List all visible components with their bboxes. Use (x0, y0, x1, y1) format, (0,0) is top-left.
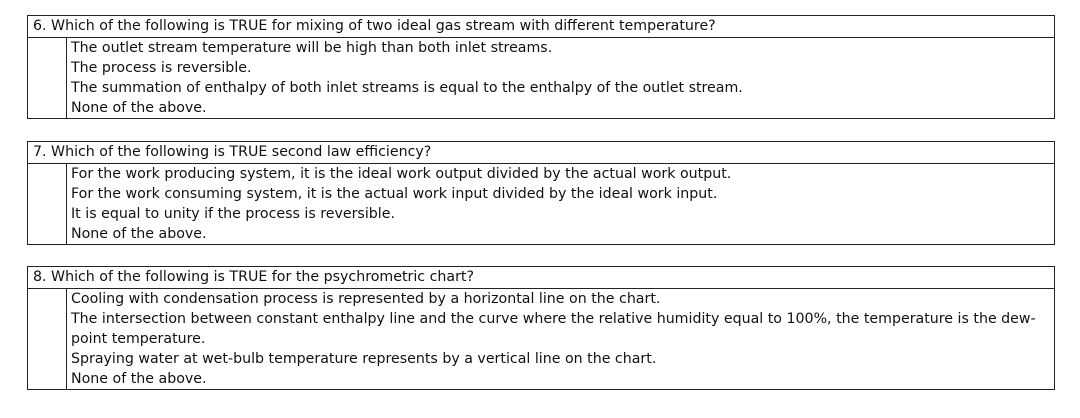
question-text: 7. Which of the following is TRUE second law efficiency? (28, 142, 1054, 164)
options-list (67, 289, 1054, 389)
answer-gutter (28, 289, 67, 389)
option-c[interactable]: The summation of enthalpy of both inlet streams is equal to the enthalpy of the outlet stream. (71, 80, 743, 96)
options-list (67, 38, 1054, 118)
option-b[interactable]: The intersection between constant enthalpy line and the curve where the relative humidity equal to 100%, the temperature is the dew-point temperature. (71, 311, 1036, 347)
question-text: 8. Which of the following is TRUE for the psychrometric chart? (28, 267, 1054, 289)
option-b[interactable]: The process is reversible. (71, 60, 252, 76)
options-row (28, 38, 1054, 118)
question-6 (27, 15, 1055, 119)
question-7 (27, 141, 1055, 245)
option-b[interactable]: For the work consuming system, it is the actual work input divided by the ideal work input. (71, 186, 718, 202)
option-c[interactable]: Spraying water at wet-bulb temperature represents by a vertical line on the chart. (71, 351, 657, 367)
option-d[interactable]: None of the above. (71, 100, 207, 116)
option-c[interactable]: It is equal to unity if the process is reversible. (71, 206, 395, 222)
question-text: 6. Which of the following is TRUE for mixing of two ideal gas stream with different temperature? (28, 16, 1054, 38)
option-a[interactable]: For the work producing system, it is the ideal work output divided by the actual work output. (71, 166, 732, 182)
options-row (28, 289, 1054, 389)
question-8 (27, 266, 1055, 390)
answer-gutter (28, 38, 67, 118)
options-list (67, 164, 1054, 244)
answer-gutter (28, 164, 67, 244)
option-d[interactable]: None of the above. (71, 371, 207, 387)
options-row (28, 164, 1054, 244)
option-a[interactable]: Cooling with condensation process is represented by a horizontal line on the chart. (71, 291, 661, 307)
option-d[interactable]: None of the above. (71, 226, 207, 242)
option-a[interactable]: The outlet stream temperature will be high than both inlet streams. (71, 40, 553, 56)
